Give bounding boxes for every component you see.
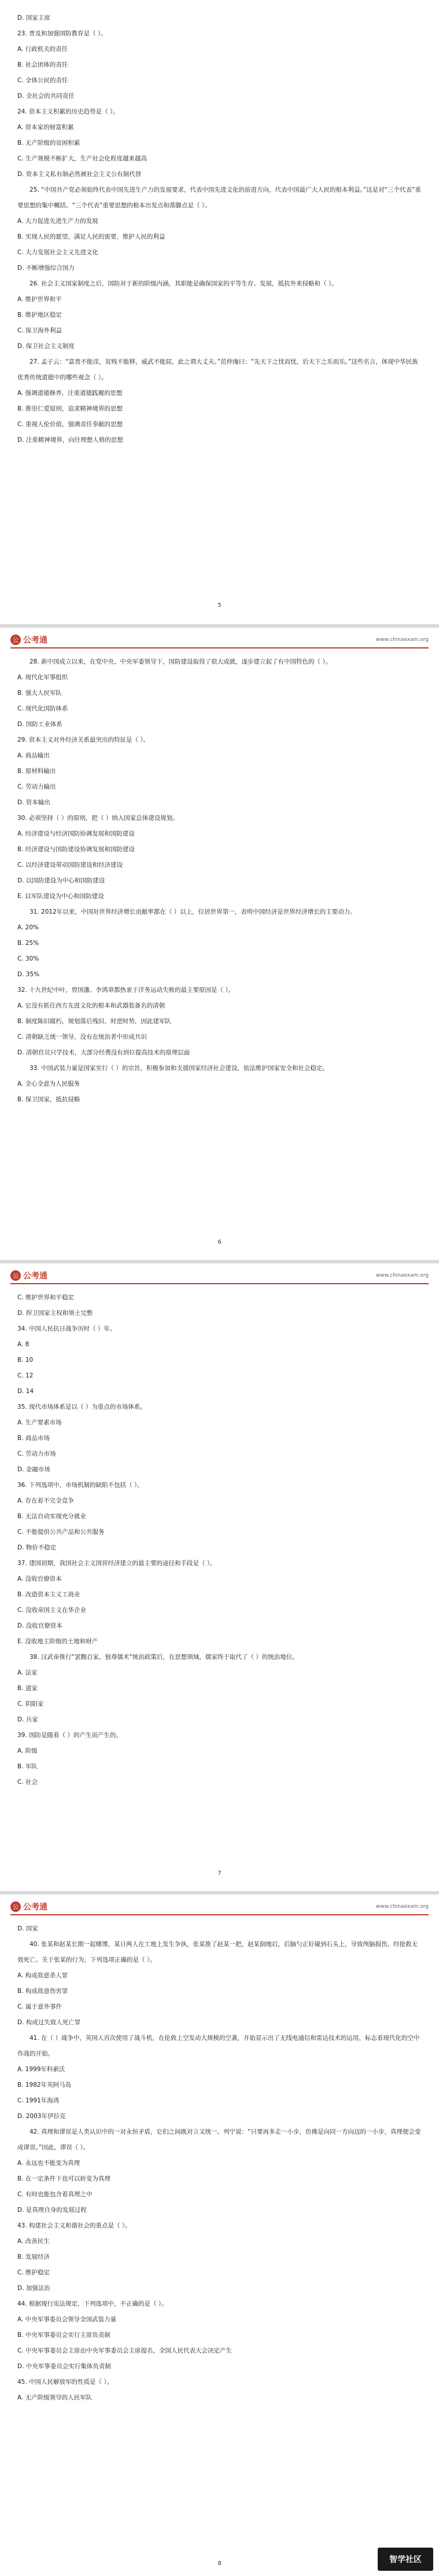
text-line: A. 它没有抓住西方先进文化的根本和武器装备名的清朝 <box>17 1002 165 1009</box>
page-8 <box>0 1895 439 2576</box>
text-line: B. 25% <box>17 940 39 947</box>
text-line: D. 构成过失致人死亡罪 <box>17 2019 81 2026</box>
text-line: B. 社会团体的责任 <box>17 61 68 68</box>
text-line: A. 无产阶级领导的人民军队 <box>17 2394 93 2401</box>
question-25: 25. “中国共产党必须始终代表中国先进生产力的发展要求，代表中国先进文化的前进方向，代表中国最广大人民的根本利益。”这是对“三个代表”重要思想的集中概括。“三个代表”重要思想的根本出发点和落脚点是（ ）。 <box>17 186 422 209</box>
text-line: C. 1991年海湾 <box>17 2097 60 2104</box>
text-line: C. 保卫海外利益 <box>17 327 62 334</box>
question-31: 31. 2012年以来，中国对世界经济增长贡献率都在（ ）以上，位居世界第一，表明中国经济是世界经济增长的主要动力。 <box>29 908 356 915</box>
text-line: D. 以国防建设为中心和国防建设 <box>17 877 105 884</box>
text-line: D. 国防工业体系 <box>17 721 62 728</box>
page-7-body <box>17 1290 422 1790</box>
text-line: C. 以经济建设带动国防建设和经济建设 <box>17 862 123 869</box>
page-number: 5 <box>217 602 222 609</box>
text-line: B. 推崇仁爱原则，追求精神境界的思想 <box>17 405 123 412</box>
text-line: C. 生产规模不断扩大，生产社会化程度越来越高 <box>17 155 147 162</box>
text-line: D. 没收官僚资本 <box>17 1622 62 1629</box>
text-line: A. 构成故意杀人罪 <box>17 1972 68 1979</box>
site-url: www.chinaexam.org <box>375 1273 429 1278</box>
text-line: A. 没收官僚资本 <box>17 1575 62 1582</box>
question-42: 42. 真理和谬误是人类认识中的一对永恒矛盾，它们之间既对立又统一。列宁说：“只要再多走一小步，仿佛是向同一方向迈的一小步，真理便会变成谬误。”因此，谬误（ ）。 <box>17 2128 421 2151</box>
logo <box>10 1270 47 1281</box>
text-line: C. 维护世界和平稳定 <box>17 1294 75 1301</box>
text-line: D. 兵家 <box>17 1716 38 1723</box>
text-line: B. 军队 <box>17 1763 38 1770</box>
text-line: A. 20% <box>17 924 39 931</box>
text-line: D. 国家 <box>17 1925 38 1932</box>
text-line: D. 保卫社会主义制度 <box>17 343 75 350</box>
text-line: C. 劳动力市场 <box>17 1450 56 1457</box>
page-header <box>10 632 429 648</box>
text-line: D. 金融市场 <box>17 1466 50 1473</box>
text-line: D. 资本输出 <box>17 799 50 806</box>
text-line: A. 现代化军事组织 <box>17 674 68 681</box>
text-line: C. 阴阳家 <box>17 1701 44 1707</box>
text-line: A. 永远也不能变为真理 <box>17 2160 80 2167</box>
page-6-body <box>17 654 422 1108</box>
text-line: B. 在一定条件下也可以转变为真理 <box>17 2175 110 2182</box>
text-line: A. 中央军事委员会领导全国武装力量 <box>17 2316 117 2323</box>
question-28: 28. 新中国成立以来，在党中央、中央军委领导下，国防建设取得了很大成就，逐步建立起了有中国特色的（ ）。 <box>29 658 332 665</box>
text-line: C. 大力发展社会主义先进文化 <box>17 249 99 256</box>
page-number: 8 <box>217 2560 222 2567</box>
text-line: C. 劳动力输出 <box>17 783 56 790</box>
text-line: E. 没收地主阶级的土地和财产 <box>17 1638 98 1645</box>
text-line: A. 8 <box>17 1341 29 1348</box>
question-38: 38. 汉武帝推行“罢黜百家，独尊儒术”统治政策后，在思想领域，儒家终于取代了（ ）的统治地位。 <box>29 1654 298 1661</box>
text-line: B. 无法自动实现充分就业 <box>17 1513 86 1520</box>
text-line: C. 属于意外事件 <box>17 2003 62 2010</box>
text-line: A. 改善民生 <box>17 2238 50 2245</box>
page-number: 7 <box>217 1870 222 1877</box>
text-line: D. 国家主席 <box>17 14 50 21</box>
text-line: B. 维护地区稳定 <box>17 312 62 318</box>
text-line: D. 中央军事委员会实行集体负责制 <box>17 2363 111 2370</box>
text-line: C. 社会 <box>17 1779 38 1786</box>
text-line: D. 注重精神境界，向往理想人格的思想 <box>17 437 123 444</box>
site-url: www.chinaexam.org <box>375 1904 429 1910</box>
page-7 <box>0 1263 439 1891</box>
text-line: 32. 十九世纪中叶，曾国藩、李鸿章都热衷于洋务运动失败的最主要原因是（ ）。 <box>17 987 235 994</box>
question-26: 26. 社会主义国家制度之后，国防对于新的阶级内涵，其职能是确保国家的平等生存、发展，抵抗外来侵略和（ ）。 <box>29 280 338 287</box>
logo-icon: 公 <box>10 635 21 645</box>
text-line: C. 不能提供公共产品和公共服务 <box>17 1529 105 1536</box>
logo-text: 公考通 <box>23 1903 47 1912</box>
text-line: D. 14 <box>17 1388 34 1395</box>
text-line: A. 全心全意为人民服务 <box>17 1080 80 1087</box>
text-line: A. 行政机关的责任 <box>17 46 68 53</box>
page-5-body <box>17 10 422 448</box>
text-line: A. 阶级 <box>17 1747 38 1754</box>
text-line: B. 改造资本主义工商业 <box>17 1591 80 1598</box>
text-line: D. 不断增强综合国力 <box>17 265 75 272</box>
text-line: C. 清朝缺乏统一领导，没有在统治者中形成共识 <box>17 1034 147 1040</box>
text-line: B. 道家 <box>17 1685 38 1692</box>
logo-icon: 公 <box>10 1901 21 1912</box>
text-line: B. 发展经济 <box>17 2253 50 2260</box>
text-line: 39. 国防是随着（ ）的产生而产生的。 <box>17 1732 122 1739</box>
page-8-body <box>17 1921 422 2406</box>
text-line: 43. 构建社会主义和谐社会的重点是（ ）。 <box>17 2222 131 2229</box>
text-line: A. 生产要素市场 <box>17 1419 62 1426</box>
logo-icon: 公 <box>10 1270 21 1281</box>
text-line: 24. 资本主义积累的历史趋势是（ ）。 <box>17 108 119 115</box>
page-header <box>10 1899 429 1915</box>
text-line: B. 无产阶级的贫困积累 <box>17 140 80 146</box>
text-line: C. 没收帝国主义在华企业 <box>17 1607 87 1614</box>
question-41: 41. 在（ ）战争中，英国人首次使用了战斗机，在伦敦上空发动大规模的空袭，开始显示出了无线电通信和雷达技术的运用，标志着现代化的空中作战的开始。 <box>17 2035 420 2057</box>
text-line: B. 实现人民的愿望，满足人民的需要，维护人民的利益 <box>17 233 165 240</box>
text-line: 29. 资本主义对外经济关系最突出的特征是（ ）。 <box>17 736 150 743</box>
text-line: B. 构成故意伤害罪 <box>17 1988 68 1995</box>
text-line: C. 维护稳定 <box>17 2269 50 2276</box>
text-line: C. 重视人伦价值，强调责任奉献的思想 <box>17 421 123 428</box>
text-line: 30. 必须坚持（ ）的原则，把（ ）纳入国家总体建设规划。 <box>17 815 179 822</box>
logo <box>10 1901 47 1912</box>
text-line: B. 中央军事委员会实行主席负责制 <box>17 2332 110 2339</box>
text-line: D. 资本主义私有制必然被社会主义公有制代替 <box>17 171 142 178</box>
text-line: D. 35% <box>17 971 40 978</box>
logo-text: 公考通 <box>23 636 47 645</box>
question-27: 27. 孟子云：“富贵不能淫，贫贱不能移，威武不能屈，此之谓大丈夫。”范仲淹曰：“先天下之忧而忧，后天下之乐而乐。”这些名言，体现中华民族优秀传统道德中的哪些观念（ ）。 <box>17 358 418 381</box>
page-6 <box>0 628 439 1260</box>
page-5 <box>0 0 439 624</box>
text-line: A. 1999年科索沃 <box>17 2066 65 2073</box>
text-line: C. 全体公民的责任 <box>17 77 68 84</box>
text-line: B. 原材料输出 <box>17 768 56 775</box>
text-line: 35. 现代市场体系是以（ ）为重点的市场体系。 <box>17 1404 146 1410</box>
text-line: A. 商品输出 <box>17 752 50 759</box>
question-40: 40. 张某和赵某长期一起赌博，某日两人在工地上发生争执，张某推了赵某一把，赵某倒地后，后脑勺正好碰到石头上，导致颅脑损伤，经抢救无效死亡。关于张某的行为，下列选项正确的是（ ）。 <box>17 1941 418 1963</box>
page-header <box>10 1268 429 1284</box>
page-number: 6 <box>217 1239 222 1245</box>
text-line: A. 维护世界和平 <box>17 296 62 303</box>
text-line: B. 1982年英阿马岛 <box>17 2082 72 2088</box>
text-line: C. 12 <box>17 1372 34 1379</box>
logo <box>10 634 47 646</box>
text-line: B. 10 <box>17 1357 34 1364</box>
text-line: C. 中央军事委员会主席由中央军事委员会主席提名，全国人民代表大会决定产生 <box>17 2347 233 2354</box>
text-line: 36. 下列选项中，市场机制的缺陷不包括（ ）。 <box>17 1482 143 1489</box>
text-line: C. 现代化国防体系 <box>17 705 68 712</box>
text-line: E. 以军队建设为中心和国防建设 <box>17 893 104 900</box>
text-line: D. 清朝官员只学技术，大部分经费没有到位提高技术的原理层面 <box>17 1049 190 1056</box>
text-line: 44. 根据现行宪法规定，下列选项中，不正确的是（ ）。 <box>17 2300 168 2307</box>
text-line: D. 捍卫国家主权和领土完整 <box>17 1310 93 1317</box>
text-line: B. 保卫国家，抵抗侵略 <box>17 1096 80 1103</box>
text-line: A. 大力促进先进生产力的发展 <box>17 218 98 225</box>
text-line: C. 30% <box>17 955 39 962</box>
text-line: A. 法家 <box>17 1669 38 1676</box>
text-line: A. 存在着不完全竞争 <box>17 1497 74 1504</box>
text-line: D. 2003年伊拉克 <box>17 2113 66 2120</box>
text-line: A. 强调道德修养，注重道德践履的思想 <box>17 390 123 397</box>
site-url: www.chinaexam.org <box>375 637 429 643</box>
text-line: D. 是真理自身的发展过程 <box>17 2207 87 2214</box>
logo-text: 公考通 <box>23 1271 47 1281</box>
text-line: D. 加强法治 <box>17 2285 50 2292</box>
text-line: 34. 中国人民抗日战争历时（ ）年。 <box>17 1325 116 1332</box>
text-line: D. 物价不稳定 <box>17 1544 57 1551</box>
watermark-logo: 智学社区 <box>378 2548 433 2571</box>
text-line: 45. 中国人民解放军的性质是（ ）。 <box>17 2379 113 2386</box>
text-line: D. 全社会的共同责任 <box>17 93 75 100</box>
text-line: C. 有时也能包含着真理之中 <box>17 2191 93 2198</box>
text-line: B. 制度陈旧腐朽，规划落后残旧，时逆时势，因此建军队 <box>17 1018 171 1025</box>
text-line: A. 资本家的财富积累 <box>17 124 74 131</box>
text-line: B. 强大人民军队 <box>17 690 62 697</box>
question-33: 33. 中国武装力量是国家实行（ ）的宗旨，积极参加和支援国家经济社会建设，依法维护国家安全和社会稳定。 <box>29 1065 329 1072</box>
text-line: 37. 建国初期，我国社会主义国营经济建立的最主要的途径和手段是（ ）。 <box>17 1560 216 1567</box>
text-line: B. 商品市场 <box>17 1435 50 1442</box>
text-line: B. 经济建设与国防建设协调发展和国防建设 <box>17 846 135 853</box>
text-line: 23. 普及和加强国防教育是（ ）。 <box>17 30 107 37</box>
text-line: A. 经济建设与经济国防协调发展和国防建设 <box>17 830 135 837</box>
